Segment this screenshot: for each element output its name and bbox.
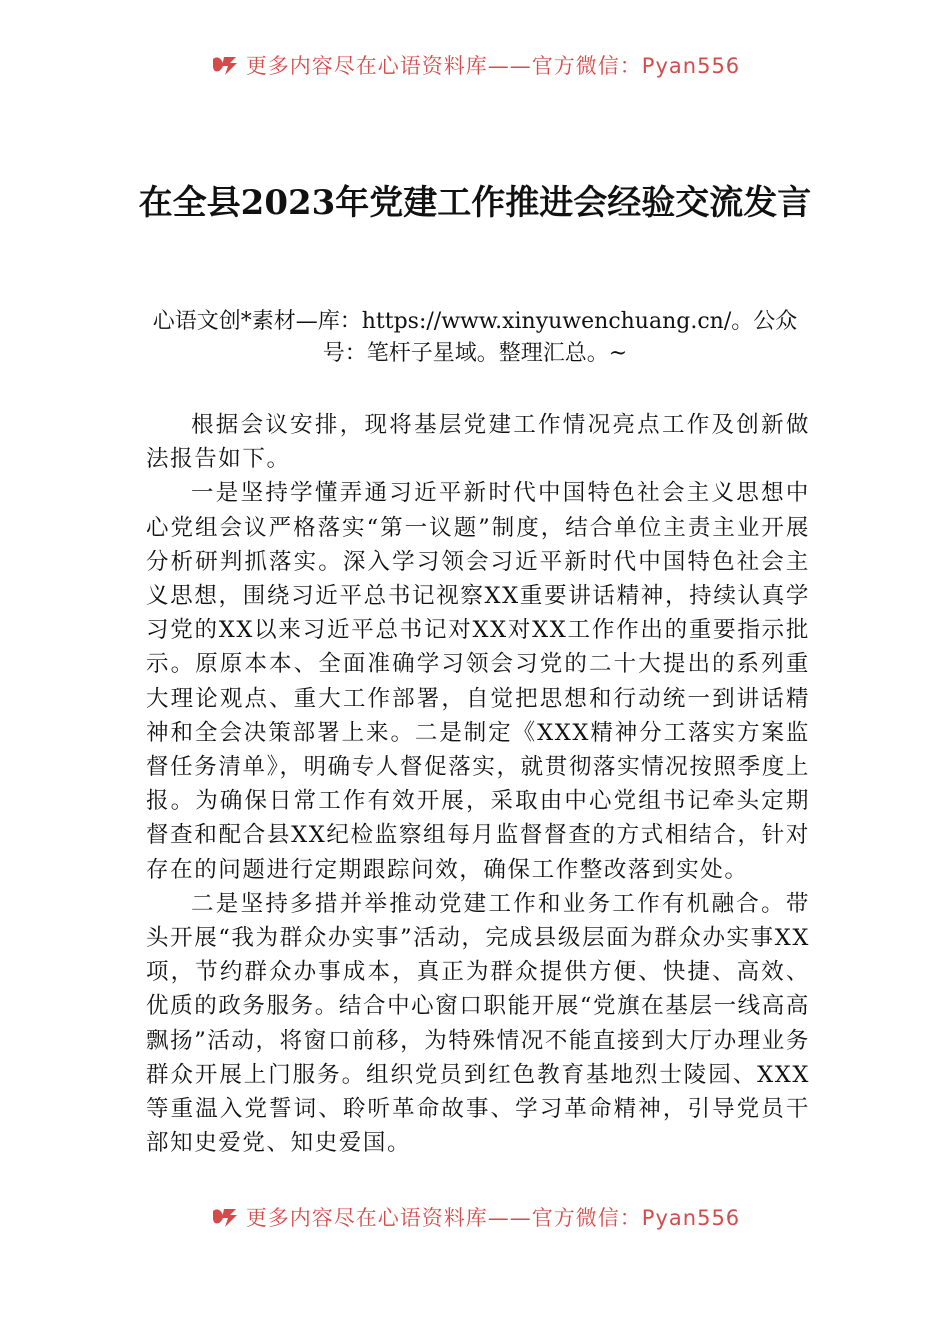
watermark-text: 更多内容尽在心语资料库——官方微信：Pyan556 bbox=[245, 1206, 741, 1230]
document-body bbox=[146, 408, 810, 1160]
body-paragraph: 二是坚持多措并举推动党建工作和业务工作有机融合。带头开展“我为群众办实事”活动，完成县级层面为群众办实事XX项，节约群众办事成本，真正为群众提供方便、快捷、高效、优质的政务服务。结合中心窗口职能开展“党旗在基层一线高高飘扬”活动，将窗口前移，为特殊情况不能直接到大厅办理业务群众开展上门服务。组织党员到红色教育基地烈士陵园、XXX等重温入党誓词、聆听革命故事、学习革命精神，引导党员干部知史爱党、知史爱国。 bbox=[146, 890, 810, 1157]
brand-logo-icon bbox=[210, 54, 240, 77]
body-paragraph: 根据会议安排，现将基层党建工作情况亮点工作及创新做法报告如下。 bbox=[146, 412, 810, 473]
source-note: 心语文创*素材—库：https://www.xinyuwenchuang.cn/。公众号：笔杆子星域。整理汇总。~ bbox=[152, 309, 798, 366]
body-paragraph: 一是坚持学懂弄通习近平新时代中国特色社会主义思想中心党组会议严格落实“第一议题”制度，结合单位主责主业开展分析研判抓落实。深入学习领会习近平新时代中国特色社会主义思想，围绕习近平总书记视察XX重要讲话精神，持续认真学习党的XX以来习近平总书记对XX对XX工作作出的重要指示批示。原原本本、全面准确学习领会习党的二十大提出的系列重大理论观点、重大工作部署，自觉把思想和行动统一到讲话精神和全会决策部署上来。二是制定《XXX精神分工落实方案监督任务清单》，明确专人督促落实，就贯彻落实情况按照季度上报。为确保日常工作有效开展，采取由中心党组书记牵头定期督查和配合县XX纪检监察组每月监督督查的方式相结合，针对存在的问题进行定期跟踪问效，确保工作整改落到实处。 bbox=[146, 480, 810, 883]
watermark-banner-top bbox=[0, 54, 950, 88]
watermark-text: 更多内容尽在心语资料库——官方微信：Pyan556 bbox=[245, 54, 741, 78]
brand-logo-icon bbox=[210, 1206, 240, 1229]
document-title: 在全县2023年党建工作推进会经验交流发言 bbox=[138, 183, 812, 223]
watermark-banner-bottom bbox=[0, 1206, 950, 1240]
